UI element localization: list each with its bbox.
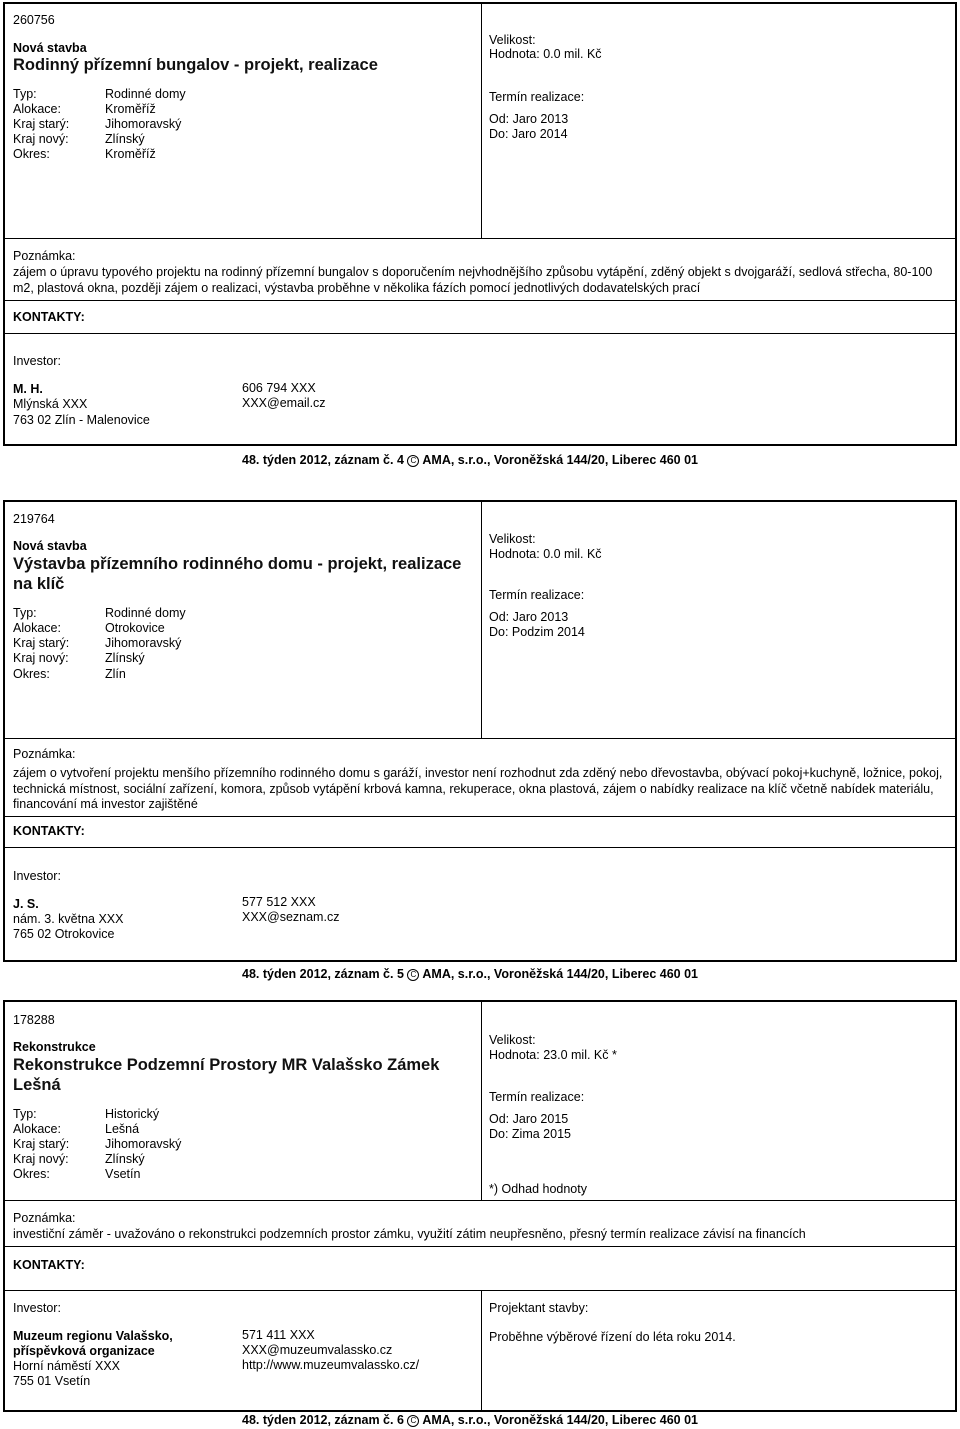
investor-street: Mlýnská XXX [13,397,88,411]
record-category: Nová stavba [13,41,87,55]
field-label: Typ: [13,606,37,620]
column-divider [481,1002,482,1200]
field-value: Rodinné domy [105,606,186,620]
divider [5,300,955,301]
term-label: Termín realizace: [489,90,585,104]
field-label: Okres: [13,147,50,161]
size-value: Hodnota: 23.0 mil. Kč * [489,1048,617,1062]
record-footer [242,1413,698,1427]
note-text: zájem o úpravu typového projektu na rodinný přízemní bungalov s doporučením nejvhodnějšího způsobu vytápění, zděný objekt s dvojgaráží, sedlová střecha, 80-100 m2, plastová okna, později zájem o realizaci, výstavba proběhne v několika fázích pomocí jednotlivých dodavatelských prací [13,265,933,295]
footer-publisher: AMA, s.r.o., Voroněžská 144/20, Liberec 460 01 [422,1413,698,1427]
field-value: Zlínský [105,1152,145,1166]
term-label: Termín realizace: [489,1090,585,1104]
field-value: Kroměříž [105,102,156,116]
column-divider [481,4,482,238]
field-value: Zlín [105,667,126,681]
size-value: Hodnota: 0.0 mil. Kč [489,47,602,61]
size-label: Velikost: [489,532,536,546]
field-value: Jihomoravský [105,1137,182,1151]
contacts-heading: KONTAKTY: [13,1258,85,1272]
divider [5,1246,955,1247]
field-value: Otrokovice [105,621,165,635]
term-from: Od: Jaro 2015 [489,1112,569,1126]
footer-issue: 48. týden 2012, záznam č. 6 [242,1413,404,1427]
note-label: Poznámka: [13,747,76,761]
investor-city: 765 02 Otrokovice [13,927,115,941]
divider [5,816,955,817]
investor-website-link[interactable]: http://www.muzeumvalassko.cz/ [242,1358,420,1372]
investor-name: M. H. [13,382,43,396]
note-label: Poznámka: [13,1211,76,1225]
designer-text: Proběhne výběrové řízení do léta roku 2014. [489,1330,736,1344]
investor-label: Investor: [13,869,61,883]
investor-city: 763 02 Zlín - Malenovice [13,413,150,427]
size-label: Velikost: [489,1033,536,1047]
investor-email[interactable]: XXX@email.cz [242,396,326,410]
investor-label: Investor: [13,1301,61,1315]
field-label: Alokace: [13,102,61,116]
field-label: Kraj nový: [13,651,69,665]
investor-street: nám. 3. května XXX [13,912,124,926]
copyright-icon: C [407,969,419,981]
term-to: Do: Podzim 2014 [489,625,585,639]
footer-issue: 48. týden 2012, záznam č. 5 [242,967,404,981]
investor-email[interactable]: XXX@muzeumvalassko.cz [242,1343,393,1357]
field-label: Kraj starý: [13,117,70,131]
note-text: investiční záměr - uvažováno o rekonstrukci podzemních prostor zámku, využití zátim neupřesněno, přesný termín realizace závisí na financích [13,1227,806,1241]
field-label: Kraj nový: [13,132,69,146]
record-title: Rodinný přízemní bungalov - projekt, realizace [13,56,378,74]
field-label: Kraj nový: [13,1152,69,1166]
size-value: Hodnota: 0.0 mil. Kč [489,547,602,561]
column-divider [481,1290,482,1412]
field-value: Kroměříž [105,147,156,161]
size-label: Velikost: [489,33,536,47]
record-title: Výstavba přízemního rodinného domu - projekt, realizace na klíč [13,555,462,593]
field-label: Kraj starý: [13,636,70,650]
field-value: Jihomoravský [105,636,182,650]
field-value: Lešná [105,1122,140,1136]
field-label: Kraj starý: [13,1137,70,1151]
divider [5,238,955,239]
investor-name: Muzeum regionu Valašsko, příspěvková organizace [13,1329,173,1358]
term-from: Od: Jaro 2013 [489,112,569,126]
record-id: 260756 [13,13,55,27]
record-category: Nová stavba [13,539,87,553]
field-label: Typ: [13,87,37,101]
contacts-heading: KONTAKTY: [13,824,85,838]
investor-phone: 577 512 XXX [242,895,316,909]
note-text: zájem o vytvoření projektu menšího přízemního rodinného domu s garáží, investor není rozhodnut zda zděný nebo dřevostavba, obývací pokoj+kuchyně, ložnice, pokoj, technická místnost, sociální zařízení, komora, způsob vytápění krbová kamna, rekuperace, okna plastová, zájem o nabídky realizace na klíč včetně nabídek materiálu, financování má investor zajištěné [13,766,943,811]
term-label: Termín realizace: [489,588,585,602]
footer-publisher: AMA, s.r.o., Voroněžská 144/20, Liberec 460 01 [422,967,698,981]
investor-email[interactable]: XXX@seznam.cz [242,910,340,924]
field-value: Zlínský [105,651,145,665]
field-label: Okres: [13,1167,50,1181]
designer-label: Projektant stavby: [489,1301,589,1315]
field-value: Rodinné domy [105,87,186,101]
record-id: 178288 [13,1013,55,1027]
field-label: Alokace: [13,1122,61,1136]
note-label: Poznámka: [13,249,76,263]
record-footer [242,967,698,981]
divider [5,1290,955,1291]
record-footer [242,453,698,467]
footer-issue: 48. týden 2012, záznam č. 4 [242,453,404,467]
field-value: Historický [105,1107,160,1121]
investor-name: J. S. [13,897,39,911]
investor-label: Investor: [13,354,61,368]
field-value: Jihomoravský [105,117,182,131]
investor-phone: 571 411 XXX [242,1328,315,1342]
term-from: Od: Jaro 2013 [489,610,569,624]
divider [5,333,955,334]
field-label: Typ: [13,1107,37,1121]
term-to: Do: Zima 2015 [489,1127,571,1141]
term-to: Do: Jaro 2014 [489,127,568,141]
divider [5,847,955,848]
footer-publisher: AMA, s.r.o., Voroněžská 144/20, Liberec 460 01 [422,453,698,467]
copyright-icon: C [407,455,419,467]
divider [5,738,955,739]
field-value: Zlínský [105,132,145,146]
record-category: Rekonstrukce [13,1040,96,1054]
field-value: Vsetín [105,1167,141,1181]
field-label: Alokace: [13,621,61,635]
estimate-note: *) Odhad hodnoty [489,1182,587,1196]
divider [5,1200,955,1201]
contacts-heading: KONTAKTY: [13,310,85,324]
copyright-icon: C [407,1415,419,1427]
record-title: Rekonstrukce Podzemní Prostory MR Valašsko Zámek Lešná [13,1056,440,1094]
record-id: 219764 [13,512,55,526]
record-card [3,2,957,446]
record-card [3,1000,957,1412]
investor-phone: 606 794 XXX [242,381,316,395]
column-divider [481,502,482,738]
investor-street: Horní náměstí XXX [13,1359,120,1373]
record-card [3,500,957,962]
investor-city: 755 01 Vsetín [13,1374,91,1388]
field-label: Okres: [13,667,50,681]
